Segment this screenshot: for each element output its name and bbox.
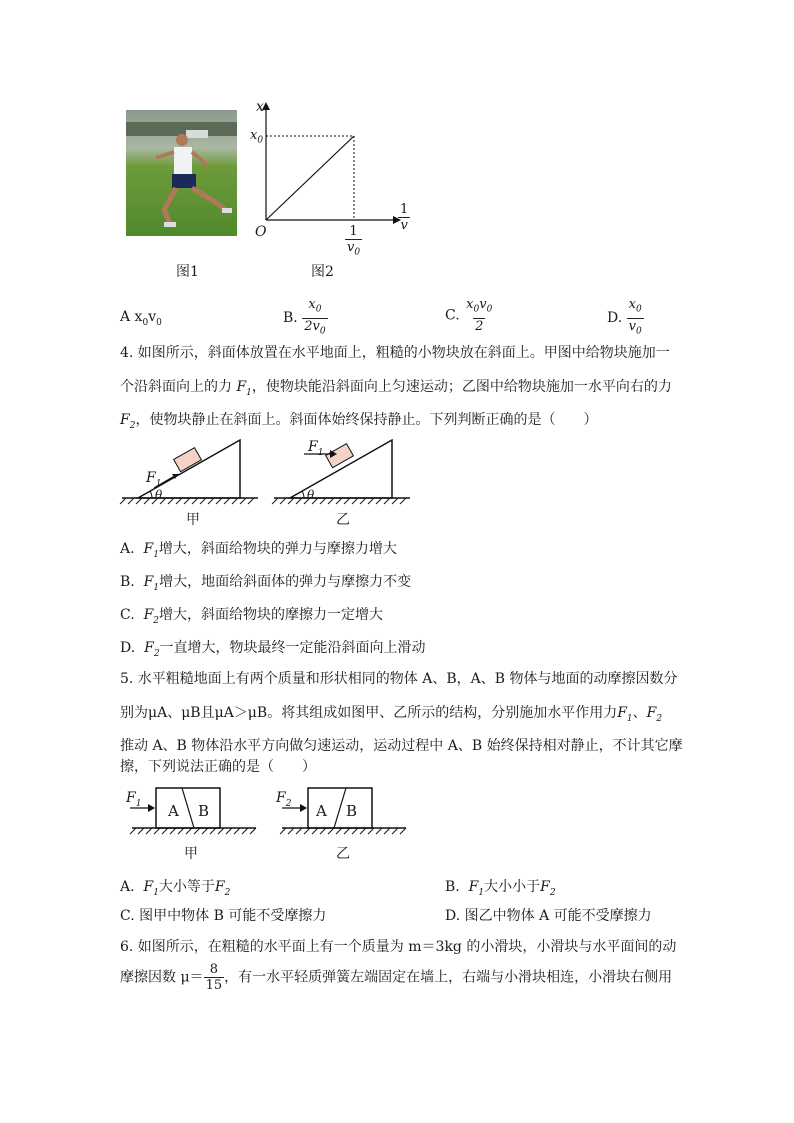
q5-stem-line1: 5. 水平粗糙地面上有两个质量和形状相同的物体 A、B，A、B 物体与地面的动摩擦因数分	[120, 671, 678, 687]
q3-option-b[interactable]: B. $\frac{x_0}{2v_0}$	[283, 297, 328, 339]
x-vs-inverse-v-graph	[248, 96, 418, 268]
q4-fig-right-caption: 乙	[336, 512, 350, 528]
fig1-caption: 图1	[176, 264, 199, 280]
q4-option-c[interactable]: C. $F_2$增大，斜面给物块的摩擦力一定增大	[120, 607, 384, 626]
q6-stem-line1: 6. 如图所示，在粗糙的水平面上有一个质量为 m＝3kg 的小滑块，小滑块与水平面间的动	[120, 939, 677, 955]
fig2-caption: 图2	[311, 264, 334, 280]
graph-y-tick-x0: $x_0$	[250, 128, 264, 146]
q6-stem-line2: 摩擦因数 μ＝ $\frac{8}{15}$ ，有一水平轻质弹簧左端固定在墙上，右端与小滑块相连，小滑块右侧用	[120, 962, 673, 993]
q4-option-b[interactable]: B. $F_1$增大，地面给斜面体的弹力与摩擦力不变	[120, 574, 412, 593]
q5-fig-right-block-a: A	[316, 802, 327, 820]
q4-option-d[interactable]: D. $F_2$一直增大，物块最终一定能沿斜面向上滑动	[120, 640, 426, 659]
q5-option-d[interactable]: D. 图乙中物体 A 可能不受摩擦力	[445, 908, 652, 924]
sprinter-photo	[126, 110, 237, 236]
q4-fig-left-caption: 甲	[186, 512, 200, 528]
graph-x-tick-label: $\frac{1}{v_0}$	[345, 224, 362, 261]
q4-fig-left-f1: $F_1$	[146, 470, 162, 489]
q5-stem-line4: 擦，下列说法正确的是（ ）	[120, 759, 316, 775]
q4-stem-line3: $F_2$，使物块静止在斜面上。斜面体始终保持静止。下列判断正确的是（ ）	[120, 412, 598, 431]
q5-option-a[interactable]: A. $F_1$大小等于$F_2$	[120, 879, 231, 898]
q4-fig-right-theta: θ	[307, 488, 315, 502]
q3-option-c[interactable]: C. $\frac{x_0v_0}{2}$	[445, 297, 493, 334]
q5-fig-right-block-b: B	[346, 802, 358, 820]
q5-fig-left-block-a: A	[168, 802, 179, 820]
q5-option-c[interactable]: C. 图甲中物体 B 可能不受摩擦力	[120, 908, 327, 924]
q5-stem-line2: 别为μA、μB且μA＞μB。将其组成如图甲、乙所示的结构，分别施加水平作用力$F_1$、$F_2$	[120, 705, 663, 724]
q3-option-d[interactable]: D. $\frac{x_0}{v_0}$	[607, 297, 644, 339]
q4-incline-diagrams	[118, 432, 418, 512]
q5-fig-right-f2: $F_2$	[276, 790, 292, 809]
runner-figure-icon	[126, 110, 237, 236]
q4-option-a[interactable]: A. $F_1$增大，斜面给物块的弹力与摩擦力增大	[120, 541, 397, 560]
q5-fig-right-caption: 乙	[336, 846, 350, 862]
q5-option-b[interactable]: B. $F_1$大小小于$F_2$	[445, 879, 556, 898]
graph-y-axis-label: x	[256, 99, 264, 115]
q3-option-a[interactable]: A $x_0v_0$	[120, 309, 162, 328]
q5-fig-left-block-b: B	[198, 802, 210, 820]
q4-fig-right-f1: $F_1$	[308, 439, 324, 458]
graph-origin-label: O	[255, 224, 267, 240]
q5-fig-left-caption: 甲	[184, 846, 198, 862]
q5-stem-line3: 推动 A、B 物体沿水平方向做匀速运动，运动过程中 A、B 始终保持相对静止，不计其它摩	[120, 738, 683, 754]
q5-fig-left-f1: $F_1$	[126, 790, 142, 809]
q4-stem-line1: 4. 如图所示，斜面体放置在水平地面上，粗糙的小物块放在斜面上。甲图中给物块施加一	[120, 345, 670, 361]
graph-x-axis-label: $\frac{1}{v}$	[400, 202, 409, 233]
q4-stem-line2: 个沿斜面向上的力 $F_1$，使物块能沿斜面向上匀速运动；乙图中给物块施加一水平向右的力	[120, 379, 672, 398]
q4-fig-left-theta: θ	[155, 488, 163, 502]
